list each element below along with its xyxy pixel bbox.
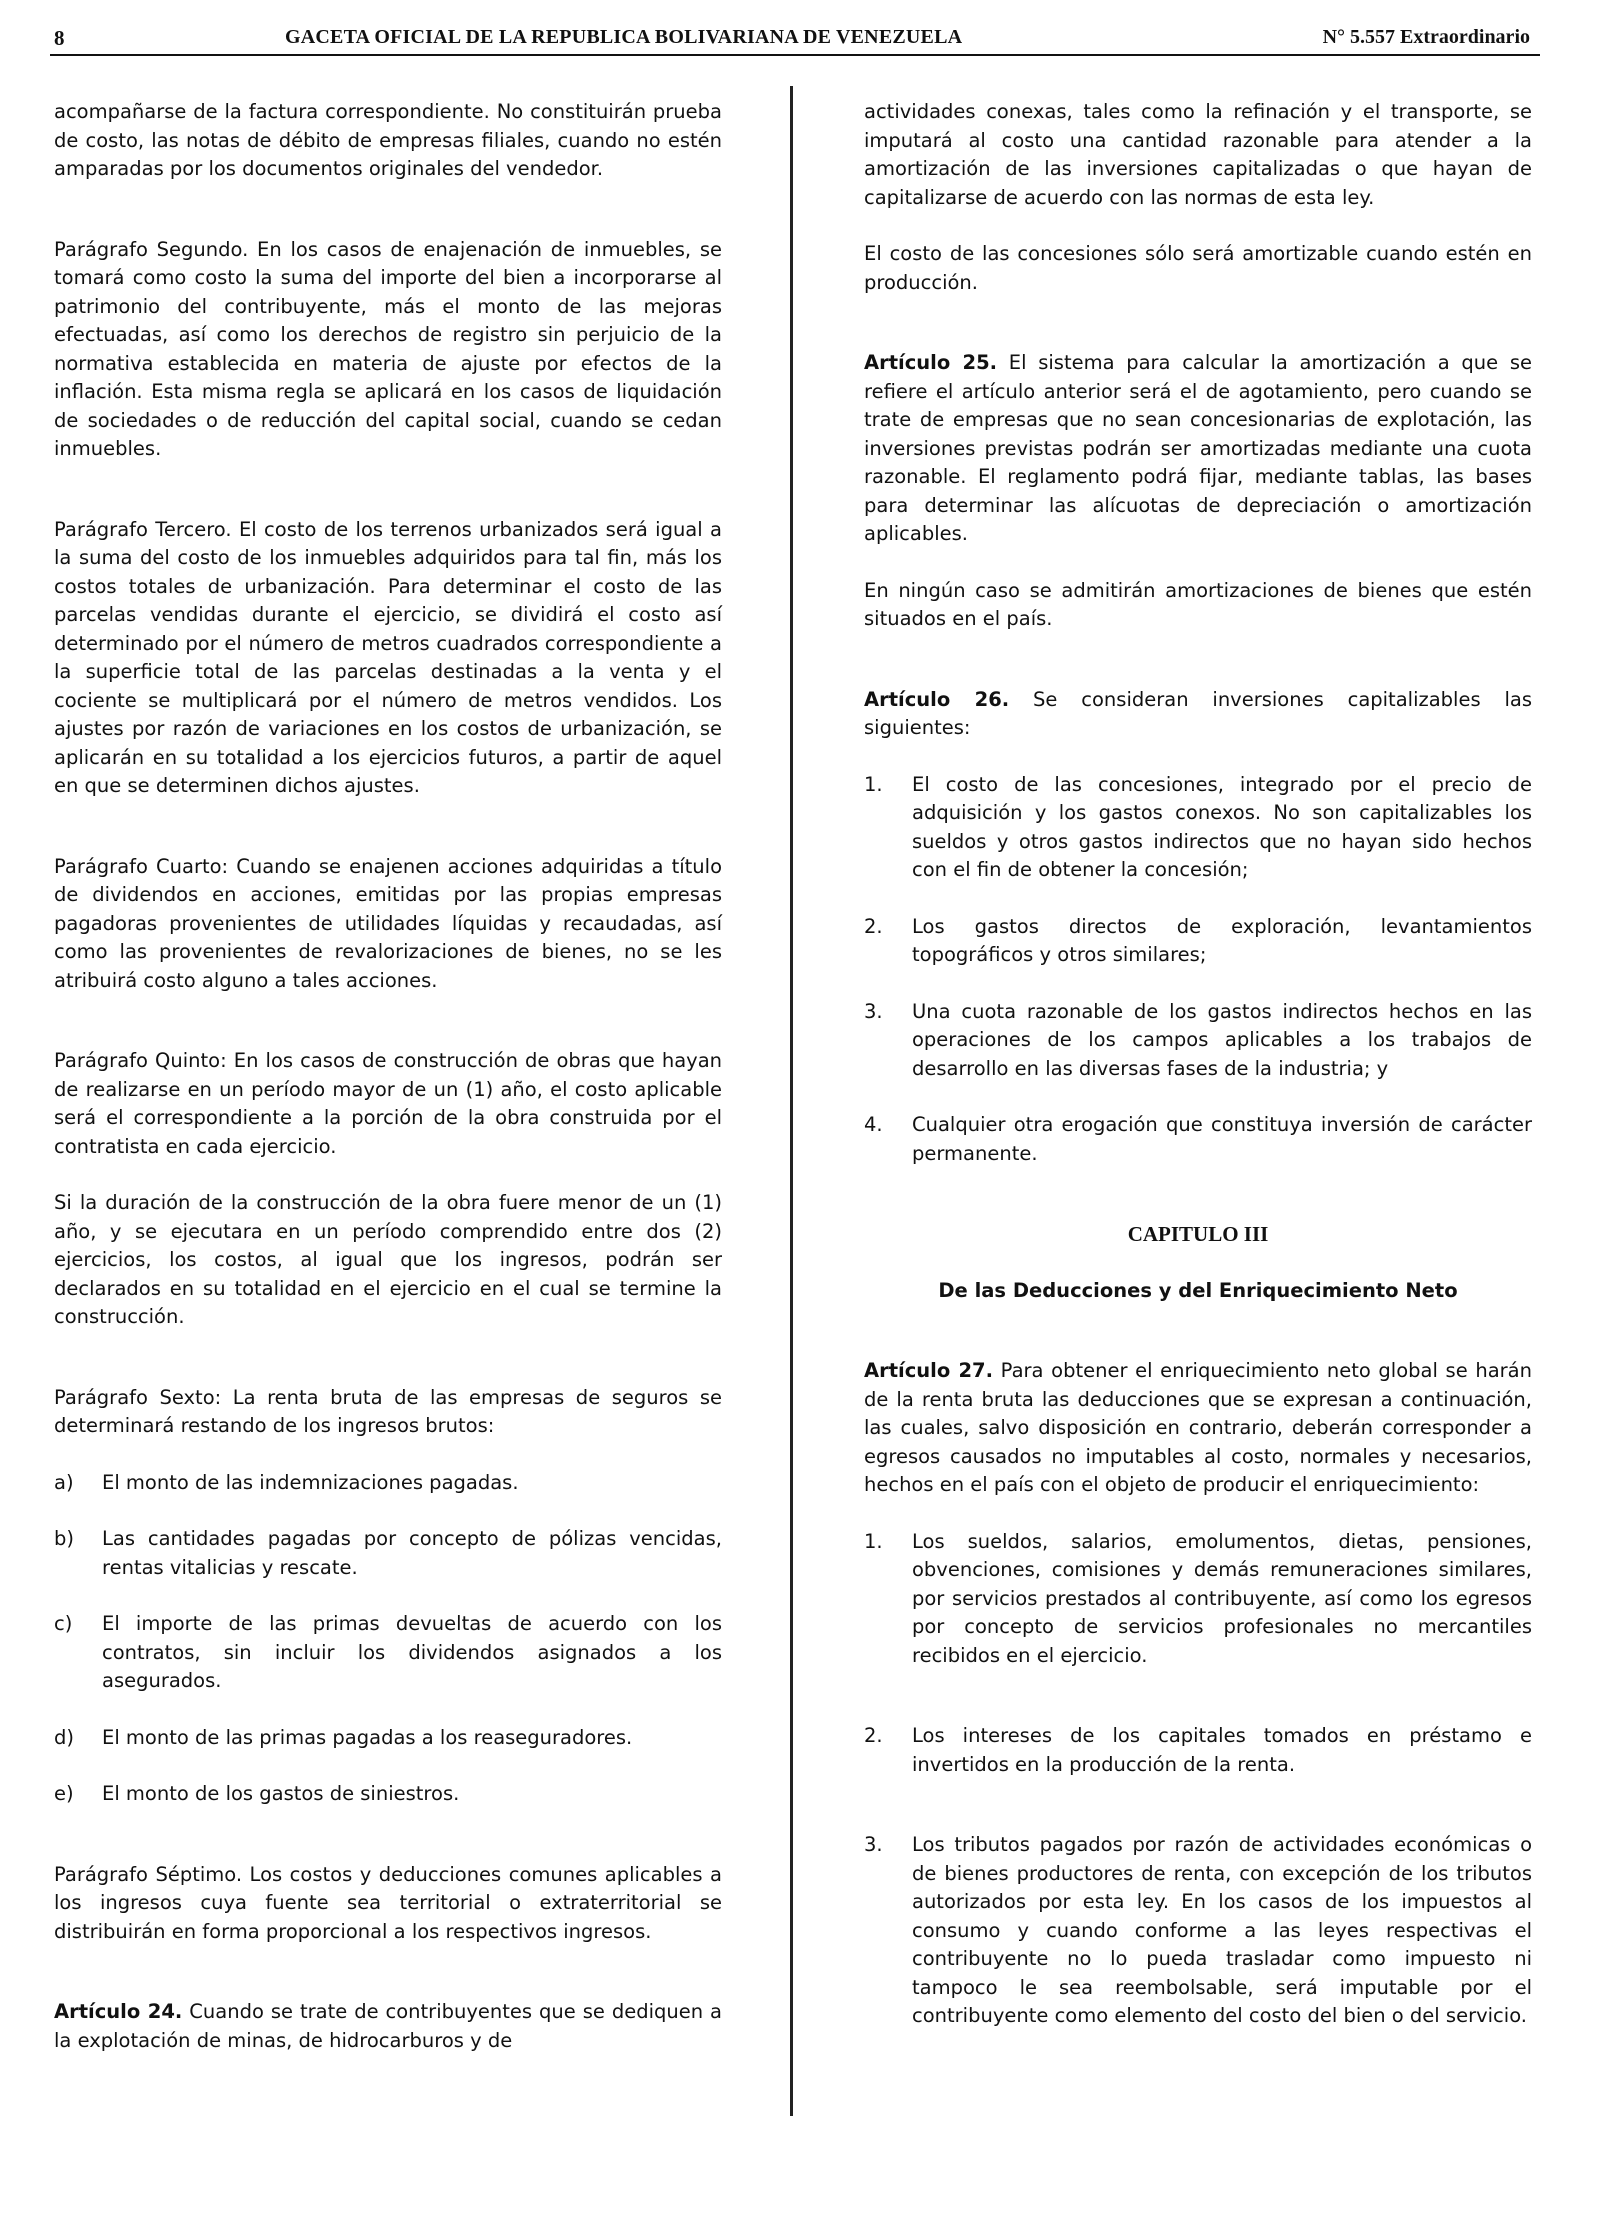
- articulo-24: Artículo 24. Cuando se trate de contribuyentes que se dediquen a la explotación de minas, de hidrocarburos y de: [54, 2000, 722, 2052]
- list-item: e) El monto de los gastos de siniestros.: [54, 1782, 460, 1805]
- issue-number: N° 5.557 Extraordinario: [1322, 26, 1530, 48]
- list-item: 1. Los sueldos, salarios, emolumentos, dietas, pensiones, obvenciones, comisiones y demás remuneraciones similares, por servicios prestados al contribuyente, así como los egresos por concepto de servicios profesionales no mercantiles recibidos en el ejercicio.: [864, 1529, 1532, 1667]
- list-item: 1. El costo de las concesiones, integrado por el precio de adquisición y los gastos conexos. No son capitalizables los sueldos y otros gastos indirectos que no hayan sido hechos con el fin de obtener la concesión;: [864, 772, 1532, 881]
- paragraph: En ningún caso se admitirán amortizaciones de bienes que estén situados en el país.: [864, 578, 1532, 630]
- article-label: Artículo 27.: [864, 1359, 994, 1382]
- articulo-27: Artículo 27. Para obtener el enriquecimiento neto global se harán de la renta bruta las deducciones que se expresan a continuación, las cuales, salvo disposición en contrario, deberán corresponder a egresos causados no imputables al costo, normales y necesarios, hechos en el país con el objeto de producir el enriquecimiento:: [864, 1359, 1532, 1496]
- list-item: 2. Los intereses de los capitales tomados en préstamo e invertidos en la producción de la renta.: [864, 1724, 1532, 1776]
- articulo-26: Artículo 26. Se consideran inversiones capitalizables las siguientes:: [864, 687, 1532, 739]
- chapter-heading: CAPITULO III: [1127, 1222, 1269, 1246]
- article-label: Artículo 24.: [54, 2000, 183, 2023]
- list-item: 3. Los tributos pagados por razón de actividades económicas o de bienes productores de renta, con excepción de los tributos autorizados por esta ley. En los casos de los impuestos al consumo y cuando conforme a las leyes respectivas el contribuyente no lo pueda trasladar como impuesto ni tampoco le sea reembolsable, será imputable por el contribuyente como elemento del costo del bien o del servicio.: [864, 1833, 1532, 2027]
- left-column: [54, 98, 722, 2055]
- list-item: d) El monto de las primas pagadas a los reaseguradores.: [54, 1725, 633, 1749]
- list-item: c) El importe de las primas devueltas de acuerdo con los contratos, sin incluir los dividendos asignados a los asegurados.: [54, 1612, 722, 1692]
- paragrafo-cuarto: Parágrafo Cuarto: Cuando se enajenen acciones adquiridas a título de dividendos en acciones, emitidas por las propias empresas pagadoras provenientes de utilidades líquidas y recaudadas, así como las provenientes de revalorizaciones de bienes, no se les atribuirá costo alguno a tales acciones.: [54, 854, 722, 992]
- paragrafo-segundo: Parágrafo Segundo. En los casos de enajenación de inmuebles, se tomará como costo la suma del importe del bien a incorporarse al patrimonio del contribuyente, más el monto de las mejoras efectuadas, así como los derechos de registro sin perjuicio de la normativa establecida en materia de ajuste por efectos de la inflación. Esta misma regla se aplicará en los casos de liquidación de sociedades o de reducción del capital social, cuando se cedan inmuebles.: [54, 237, 722, 460]
- page-number: 8: [54, 26, 65, 50]
- list-item: b) Las cantidades pagadas por concepto de pólizas vencidas, rentas vitalicias y rescate.: [54, 1527, 722, 1579]
- list-item: 4. Cualquier otra erogación que constituya inversión de carácter permanente.: [864, 1113, 1532, 1165]
- gazette-title: GACETA OFICIAL DE LA REPUBLICA BOLIVARIANA DE VENEZUELA: [285, 26, 963, 48]
- paragrafo-tercero: Parágrafo Tercero. El costo de los terrenos urbanizados será igual a la suma del costo de los inmuebles adquiridos para tal fin, más los costos totales de urbanización. Para determinar el costo de las parcelas vendidas durante el ejercicio, se dividirá el costo así determinado por el número de metros cuadrados correspondiente a la superficie total de las parcelas destinadas a la venta y el cociente se multiplicará por el número de metros vendidos. Los ajustes por razón de variaciones en los costos de urbanización, se aplicarán en su totalidad a los ejercicios futuros, a partir de aquel en que se determinen dichos ajustes.: [54, 517, 722, 797]
- paragrafo-sexto: Parágrafo Sexto: La renta bruta de las empresas de seguros se determinará restando de los ingresos brutos:: [54, 1385, 722, 1437]
- column-divider: [790, 86, 793, 2116]
- right-column: [864, 98, 1532, 2031]
- article-label: Artículo 26.: [864, 687, 1010, 711]
- list-item: a) El monto de las indemnizaciones pagadas.: [54, 1470, 519, 1494]
- paragraph: actividades conexas, tales como la refinación y el transporte, se imputará al costo una cantidad razonable para atender a la amortización de las inversiones capitalizadas o que hayan de capitalizarse de acuerdo con las normas de esta ley.: [864, 100, 1532, 209]
- page-header: [50, 24, 1540, 56]
- paragraph: El costo de las concesiones sólo será amortizable cuando estén en producción.: [864, 242, 1532, 294]
- paragrafo-quinto: Parágrafo Quinto: En los casos de construcción de obras que hayan de realizarse en un período mayor de un (1) año, el costo aplicable será el correspondiente a la porción de la obra construida por el contratista en cada ejercicio.: [54, 1049, 722, 1158]
- paragrafo-septimo: Parágrafo Séptimo. Los costos y deducciones comunes aplicables a los ingresos cuya fuente sea territorial o extraterritorial se distribuirán en forma proporcional a los respectivos ingresos.: [54, 1862, 722, 1943]
- list-item: 3. Una cuota razonable de los gastos indirectos hechos en las operaciones de los campos aplicables a los trabajos de desarrollo en las diversas fases de la industria; y: [864, 999, 1532, 1080]
- paragraph: Si la duración de la construcción de la obra fuere menor de un (1) año, y se ejecutara en un período comprendido entre dos (2) ejercicios, los costos, al igual que los ingresos, podrán ser declarados en su totalidad en el ejercicio en el cual se termine la construcción.: [54, 1191, 722, 1328]
- article-label: Artículo 25.: [864, 351, 998, 374]
- chapter-title: De las Deducciones y del Enriquecimiento Neto: [938, 1278, 1458, 1302]
- paragraph: acompañarse de la factura correspondiente. No constituirán prueba de costo, las notas de débito de empresas filiales, cuando no estén amparadas por los documentos originales del vendedor.: [54, 100, 722, 180]
- articulo-25: Artículo 25. El sistema para calcular la amortización a que se refiere el artículo anterior será el de agotamiento, pero cuando se trate de empresas que no sean concesionarias de explotación, las inversiones previstas podrán ser amortizadas mediante una cuota razonable. El reglamento podrá fijar, mediante tablas, las bases para determinar las alícuotas de depreciación o amortización aplicables.: [864, 351, 1532, 545]
- list-item: 2. Los gastos directos de exploración, levantamientos topográficos y otros similares;: [864, 914, 1532, 966]
